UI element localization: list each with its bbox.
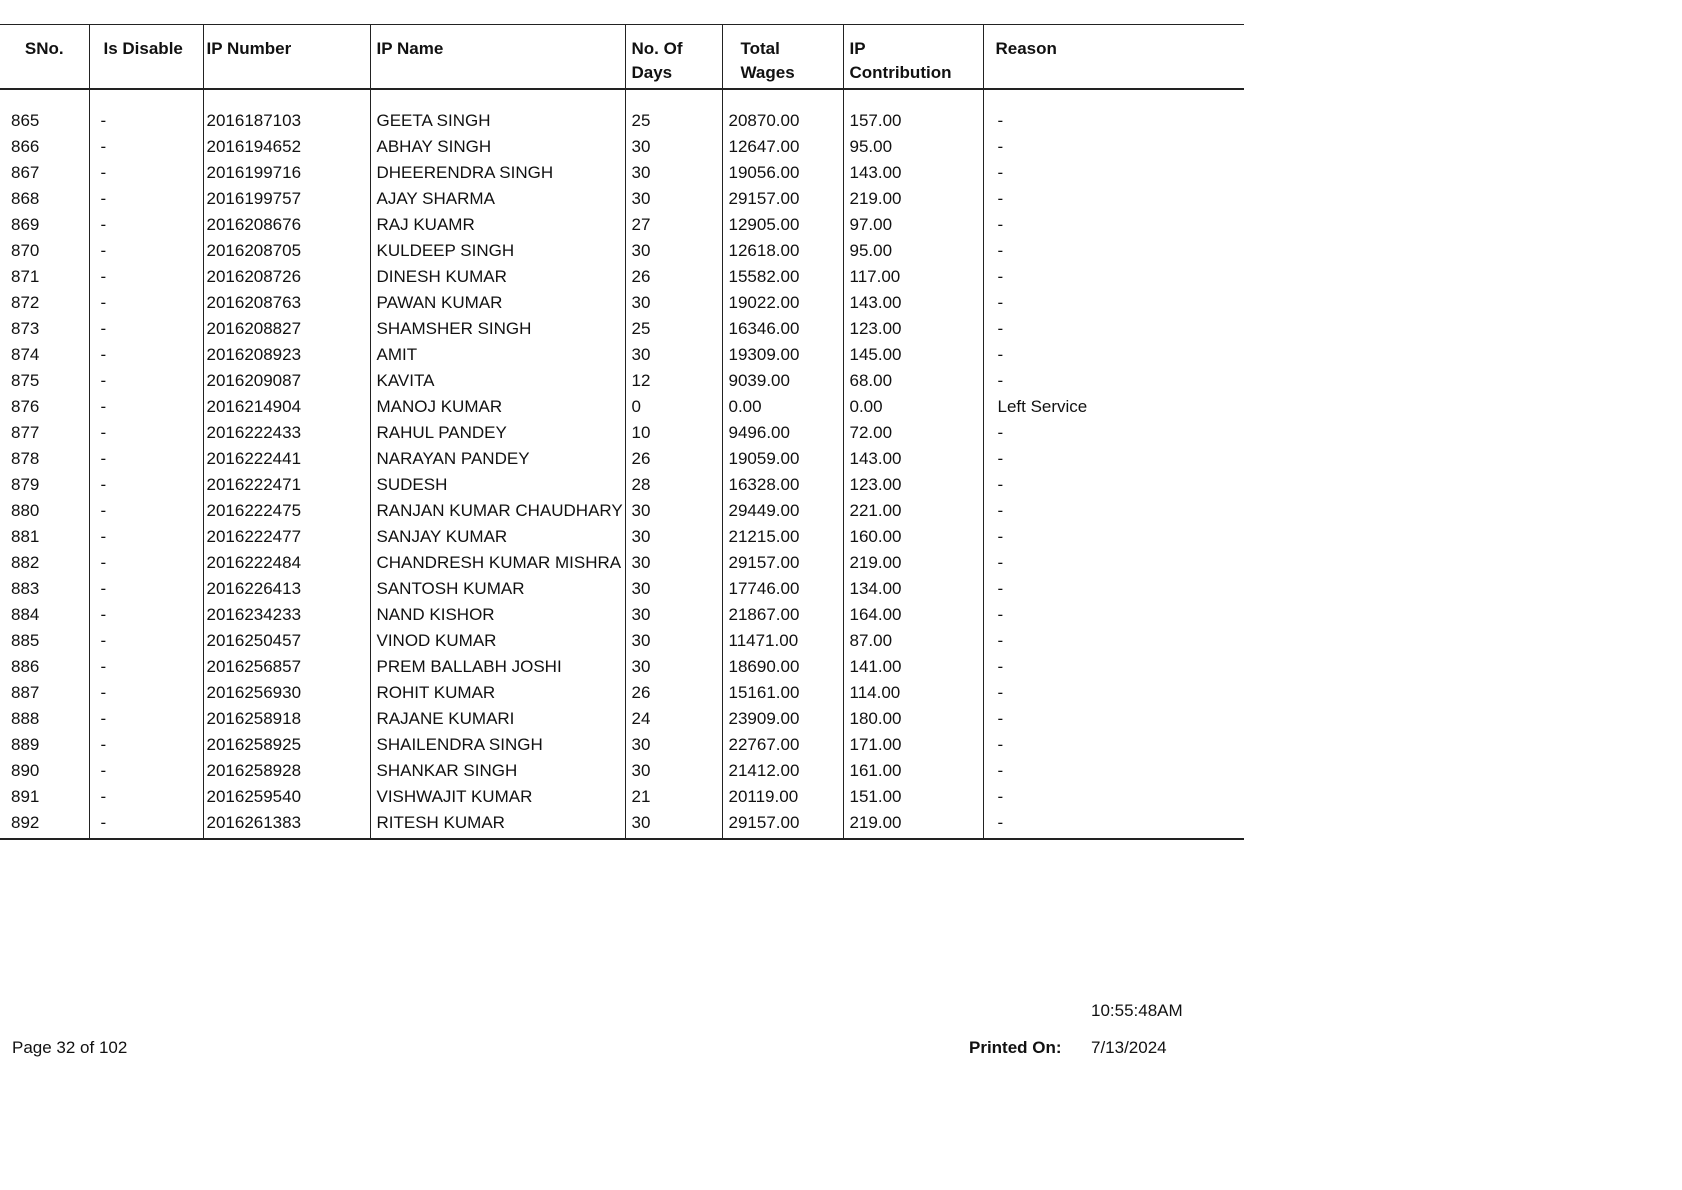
cell-ip-name: GEETA SINGH [370, 106, 625, 132]
cell-sno: 892 [0, 808, 89, 839]
cell-is-disable: - [89, 288, 203, 314]
cell-reason: - [983, 808, 1244, 839]
table-row [0, 756, 1244, 782]
cell-no-of-days: 30 [625, 574, 722, 600]
cell-sno: 891 [0, 782, 89, 808]
cell-no-of-days: 10 [625, 418, 722, 444]
cell-is-disable: - [89, 210, 203, 236]
cell-reason: - [997, 163, 1004, 182]
cell-ip-name: SUDESH [370, 470, 625, 496]
header-ip-number: IP Number [203, 25, 370, 90]
cell-ip-contribution: 157.00 [843, 106, 983, 132]
cell-ip-number: 2016250457 [203, 626, 370, 652]
cell-ip-contribution: 143.00 [843, 158, 983, 184]
cell-ip-number: 2016214904 [203, 392, 370, 418]
cell-reason: - [997, 657, 1004, 676]
cell-total-wages: 0.00 [722, 392, 843, 418]
cell-no-of-days: 30 [625, 626, 722, 652]
table-row [0, 444, 1244, 470]
cell-ip-name: MANOJ KUMAR [370, 392, 625, 418]
cell-reason: - [997, 267, 1004, 286]
cell-total-wages: 16328.00 [722, 470, 843, 496]
cell-ip-number: 2016234233 [203, 600, 370, 626]
cell-total-wages: 9496.00 [722, 418, 843, 444]
cell-ip-name: SHANKAR SINGH [370, 756, 625, 782]
table-row [0, 522, 1244, 548]
cell-reason: - [997, 501, 1004, 520]
cell-is-disable: - [89, 704, 203, 730]
cell-ip-contribution: 68.00 [843, 366, 983, 392]
cell-reason: - [997, 787, 1004, 806]
cell-sno: 875 [0, 366, 89, 392]
cell-no-of-days: 30 [625, 132, 722, 158]
table-row [0, 548, 1244, 574]
cell-no-of-days: 26 [625, 262, 722, 288]
cell-reason: - [997, 475, 1004, 494]
table-row [0, 496, 1244, 522]
cell-total-wages: 18690.00 [722, 652, 843, 678]
table-row [0, 366, 1244, 392]
cell-ip-number: 2016194652 [203, 132, 370, 158]
cell-reason: - [997, 449, 1004, 468]
cell-ip-number: 2016258925 [203, 730, 370, 756]
cell-ip-contribution: 114.00 [843, 678, 983, 704]
cell-ip-number: 2016222471 [203, 470, 370, 496]
cell-ip-name: SHAMSHER SINGH [370, 314, 625, 340]
cell-ip-name: DHEERENDRA SINGH [370, 158, 625, 184]
cell-ip-name: RANJAN KUMAR CHAUDHARY [370, 496, 625, 522]
cell-ip-contribution: 164.00 [843, 600, 983, 626]
cell-reason: - [997, 605, 1004, 624]
cell-ip-number: 2016261383 [203, 808, 370, 839]
cell-ip-contribution: 161.00 [843, 756, 983, 782]
cell-total-wages: 17746.00 [722, 574, 843, 600]
table-row [0, 340, 1244, 366]
cell-no-of-days: 0 [625, 392, 722, 418]
cell-ip-name: SHAILENDRA SINGH [370, 730, 625, 756]
cell-sno: 872 [0, 288, 89, 314]
cell-ip-name: RAHUL PANDEY [370, 418, 625, 444]
cell-is-disable: - [89, 808, 203, 839]
cell-ip-contribution: 117.00 [843, 262, 983, 288]
cell-no-of-days: 12 [625, 366, 722, 392]
table-row [0, 652, 1244, 678]
table-row [0, 730, 1244, 756]
cell-reason: Left Service [997, 397, 1088, 416]
cell-total-wages: 12618.00 [722, 236, 843, 262]
cell-sno: 885 [0, 626, 89, 652]
printed-on-label: Printed On: [969, 1038, 1062, 1057]
cell-reason: - [997, 709, 1004, 728]
table-row [0, 470, 1244, 496]
cell-reason: - [997, 631, 1004, 650]
cell-sno: 890 [0, 756, 89, 782]
cell-total-wages: 22767.00 [722, 730, 843, 756]
cell-no-of-days: 26 [625, 444, 722, 470]
cell-ip-number: 2016222433 [203, 418, 370, 444]
cell-reason: - [997, 735, 1004, 754]
cell-ip-name: NAND KISHOR [370, 600, 625, 626]
cell-no-of-days: 21 [625, 782, 722, 808]
cell-ip-name: PAWAN KUMAR [370, 288, 625, 314]
cell-ip-number: 2016199716 [203, 158, 370, 184]
cell-ip-number: 2016256857 [203, 652, 370, 678]
cell-no-of-days: 30 [625, 340, 722, 366]
cell-is-disable: - [89, 314, 203, 340]
cell-ip-number: 2016258928 [203, 756, 370, 782]
cell-no-of-days: 27 [625, 210, 722, 236]
cell-ip-number: 2016208923 [203, 340, 370, 366]
cell-sno: 883 [0, 574, 89, 600]
cell-is-disable: - [89, 626, 203, 652]
cell-ip-number: 2016222475 [203, 496, 370, 522]
cell-total-wages: 12905.00 [722, 210, 843, 236]
cell-sno: 882 [0, 548, 89, 574]
cell-is-disable: - [89, 548, 203, 574]
cell-ip-contribution: 87.00 [843, 626, 983, 652]
cell-ip-number: 2016258918 [203, 704, 370, 730]
cell-ip-contribution: 141.00 [843, 652, 983, 678]
cell-ip-contribution: 95.00 [843, 132, 983, 158]
header-sno: SNo. [0, 25, 89, 90]
cell-reason: - [997, 527, 1004, 546]
cell-ip-contribution: 219.00 [843, 184, 983, 210]
cell-is-disable: - [89, 340, 203, 366]
table-row [0, 574, 1244, 600]
cell-total-wages: 23909.00 [722, 704, 843, 730]
cell-reason: - [997, 345, 1004, 364]
cell-ip-contribution: 221.00 [843, 496, 983, 522]
cell-ip-name: SANJAY KUMAR [370, 522, 625, 548]
table-row [0, 392, 1244, 418]
cell-is-disable: - [89, 522, 203, 548]
cell-total-wages: 19056.00 [722, 158, 843, 184]
table-spacer [0, 89, 1244, 106]
cell-no-of-days: 30 [625, 808, 722, 839]
cell-ip-name: SANTOSH KUMAR [370, 574, 625, 600]
cell-sno: 889 [0, 730, 89, 756]
cell-ip-number: 2016222441 [203, 444, 370, 470]
cell-ip-name: VISHWAJIT KUMAR [370, 782, 625, 808]
cell-ip-contribution: 219.00 [843, 808, 983, 839]
cell-ip-name: ABHAY SINGH [370, 132, 625, 158]
cell-ip-name: CHANDRESH KUMAR MISHRA [370, 548, 625, 574]
cell-reason: - [997, 241, 1004, 260]
cell-ip-name: VINOD KUMAR [370, 626, 625, 652]
cell-is-disable: - [89, 782, 203, 808]
cell-total-wages: 21215.00 [722, 522, 843, 548]
cell-ip-number: 2016222477 [203, 522, 370, 548]
cell-reason: - [997, 137, 1004, 156]
cell-sno: 878 [0, 444, 89, 470]
cell-sno: 879 [0, 470, 89, 496]
cell-reason: - [997, 293, 1004, 312]
cell-ip-contribution: 123.00 [843, 470, 983, 496]
cell-is-disable: - [89, 574, 203, 600]
cell-reason: - [997, 761, 1004, 780]
cell-sno: 886 [0, 652, 89, 678]
cell-reason: - [997, 111, 1004, 130]
cell-ip-name: RITESH KUMAR [370, 808, 625, 839]
cell-reason: - [997, 683, 1004, 702]
header-no-of-days: No. Of Days [625, 25, 722, 90]
cell-ip-number: 2016187103 [203, 106, 370, 132]
cell-sno: 877 [0, 418, 89, 444]
header-reason: Reason [983, 25, 1244, 90]
table-row [0, 184, 1244, 210]
header-ip-name: IP Name [370, 25, 625, 90]
cell-total-wages: 15582.00 [722, 262, 843, 288]
cell-total-wages: 15161.00 [722, 678, 843, 704]
table-row [0, 158, 1244, 184]
cell-reason: - [997, 423, 1004, 442]
cell-sno: 873 [0, 314, 89, 340]
table-header [0, 25, 1244, 90]
print-time: 10:55:48AM [1091, 1001, 1183, 1020]
page-number: Page 32 of 102 [12, 1038, 128, 1057]
cell-is-disable: - [89, 678, 203, 704]
cell-total-wages: 29157.00 [722, 548, 843, 574]
table-row [0, 210, 1244, 236]
cell-ip-number: 2016208676 [203, 210, 370, 236]
table-row [0, 236, 1244, 262]
cell-ip-contribution: 95.00 [843, 236, 983, 262]
cell-is-disable: - [89, 158, 203, 184]
cell-ip-name: DINESH KUMAR [370, 262, 625, 288]
cell-ip-number: 2016209087 [203, 366, 370, 392]
cell-sno: 874 [0, 340, 89, 366]
cell-ip-number: 2016256930 [203, 678, 370, 704]
cell-total-wages: 21867.00 [722, 600, 843, 626]
cell-ip-number: 2016208827 [203, 314, 370, 340]
cell-sno: 866 [0, 132, 89, 158]
print-date: 7/13/2024 [1091, 1038, 1167, 1057]
cell-total-wages: 20870.00 [722, 106, 843, 132]
cell-ip-contribution: 219.00 [843, 548, 983, 574]
cell-ip-contribution: 97.00 [843, 210, 983, 236]
cell-is-disable: - [89, 470, 203, 496]
cell-no-of-days: 30 [625, 496, 722, 522]
cell-sno: 888 [0, 704, 89, 730]
cell-ip-contribution: 143.00 [843, 288, 983, 314]
cell-no-of-days: 30 [625, 158, 722, 184]
cell-no-of-days: 30 [625, 288, 722, 314]
cell-sno: 868 [0, 184, 89, 210]
cell-total-wages: 12647.00 [722, 132, 843, 158]
cell-total-wages: 19022.00 [722, 288, 843, 314]
cell-is-disable: - [89, 444, 203, 470]
cell-ip-contribution: 0.00 [843, 392, 983, 418]
cell-no-of-days: 25 [625, 314, 722, 340]
table-row [0, 418, 1244, 444]
cell-no-of-days: 28 [625, 470, 722, 496]
cell-ip-contribution: 145.00 [843, 340, 983, 366]
header-total-wages: Total Wages [722, 25, 843, 90]
contribution-table [0, 24, 1244, 840]
cell-is-disable: - [89, 652, 203, 678]
table-row [0, 626, 1244, 652]
cell-sno: 876 [0, 392, 89, 418]
cell-no-of-days: 30 [625, 652, 722, 678]
cell-ip-number: 2016222484 [203, 548, 370, 574]
cell-ip-contribution: 160.00 [843, 522, 983, 548]
table-row [0, 132, 1244, 158]
cell-sno: 867 [0, 158, 89, 184]
cell-total-wages: 19059.00 [722, 444, 843, 470]
cell-reason: - [997, 553, 1004, 572]
cell-reason: - [997, 215, 1004, 234]
cell-no-of-days: 26 [625, 678, 722, 704]
cell-ip-name: NARAYAN PANDEY [370, 444, 625, 470]
cell-total-wages: 29449.00 [722, 496, 843, 522]
cell-ip-contribution: 180.00 [843, 704, 983, 730]
cell-ip-contribution: 143.00 [843, 444, 983, 470]
cell-ip-contribution: 123.00 [843, 314, 983, 340]
cell-is-disable: - [89, 392, 203, 418]
cell-reason: - [997, 189, 1004, 208]
cell-is-disable: - [89, 236, 203, 262]
table-row [0, 782, 1244, 808]
cell-ip-number: 2016208763 [203, 288, 370, 314]
table-row [0, 678, 1244, 704]
cell-sno: 870 [0, 236, 89, 262]
cell-no-of-days: 30 [625, 236, 722, 262]
cell-sno: 871 [0, 262, 89, 288]
cell-ip-number: 2016208726 [203, 262, 370, 288]
cell-total-wages: 16346.00 [722, 314, 843, 340]
header-ip-contribution: IP Contribution [843, 25, 983, 90]
table-row [0, 288, 1244, 314]
cell-ip-name: RAJ KUAMR [370, 210, 625, 236]
cell-total-wages: 19309.00 [722, 340, 843, 366]
cell-total-wages: 29157.00 [722, 184, 843, 210]
header-is-disable: Is Disable [89, 25, 203, 90]
cell-total-wages: 11471.00 [722, 626, 843, 652]
cell-ip-number: 2016259540 [203, 782, 370, 808]
table-row [0, 808, 1244, 839]
cell-is-disable: - [89, 106, 203, 132]
cell-is-disable: - [89, 132, 203, 158]
cell-ip-number: 2016199757 [203, 184, 370, 210]
table-row [0, 314, 1244, 340]
cell-sno: 880 [0, 496, 89, 522]
cell-total-wages: 29157.00 [722, 808, 843, 839]
cell-is-disable: - [89, 756, 203, 782]
cell-no-of-days: 30 [625, 522, 722, 548]
cell-reason: - [997, 579, 1004, 598]
cell-total-wages: 21412.00 [722, 756, 843, 782]
cell-is-disable: - [89, 730, 203, 756]
table-row [0, 106, 1244, 132]
cell-reason: - [997, 371, 1004, 390]
cell-total-wages: 20119.00 [722, 782, 843, 808]
cell-no-of-days: 30 [625, 548, 722, 574]
cell-ip-name: RAJANE KUMARI [370, 704, 625, 730]
cell-no-of-days: 30 [625, 730, 722, 756]
cell-ip-contribution: 151.00 [843, 782, 983, 808]
cell-sno: 865 [0, 106, 89, 132]
table-row [0, 262, 1244, 288]
cell-no-of-days: 30 [625, 756, 722, 782]
cell-is-disable: - [89, 496, 203, 522]
cell-ip-number: 2016226413 [203, 574, 370, 600]
cell-no-of-days: 24 [625, 704, 722, 730]
table-row [0, 704, 1244, 730]
cell-no-of-days: 30 [625, 184, 722, 210]
cell-ip-number: 2016208705 [203, 236, 370, 262]
cell-sno: 881 [0, 522, 89, 548]
cell-ip-name: KULDEEP SINGH [370, 236, 625, 262]
cell-sno: 869 [0, 210, 89, 236]
cell-ip-name: KAVITA [370, 366, 625, 392]
cell-is-disable: - [89, 366, 203, 392]
cell-sno: 884 [0, 600, 89, 626]
cell-is-disable: - [89, 418, 203, 444]
cell-is-disable: - [89, 600, 203, 626]
cell-no-of-days: 25 [625, 106, 722, 132]
cell-is-disable: - [89, 262, 203, 288]
cell-ip-contribution: 72.00 [843, 418, 983, 444]
cell-no-of-days: 30 [625, 600, 722, 626]
table-body [0, 89, 1244, 839]
table-row [0, 600, 1244, 626]
cell-total-wages: 9039.00 [722, 366, 843, 392]
cell-ip-name: AMIT [370, 340, 625, 366]
cell-ip-contribution: 134.00 [843, 574, 983, 600]
cell-is-disable: - [89, 184, 203, 210]
cell-ip-name: ROHIT KUMAR [370, 678, 625, 704]
cell-ip-name: PREM BALLABH JOSHI [370, 652, 625, 678]
cell-ip-name: AJAY SHARMA [370, 184, 625, 210]
cell-ip-contribution: 171.00 [843, 730, 983, 756]
cell-reason: - [997, 319, 1004, 338]
cell-sno: 887 [0, 678, 89, 704]
